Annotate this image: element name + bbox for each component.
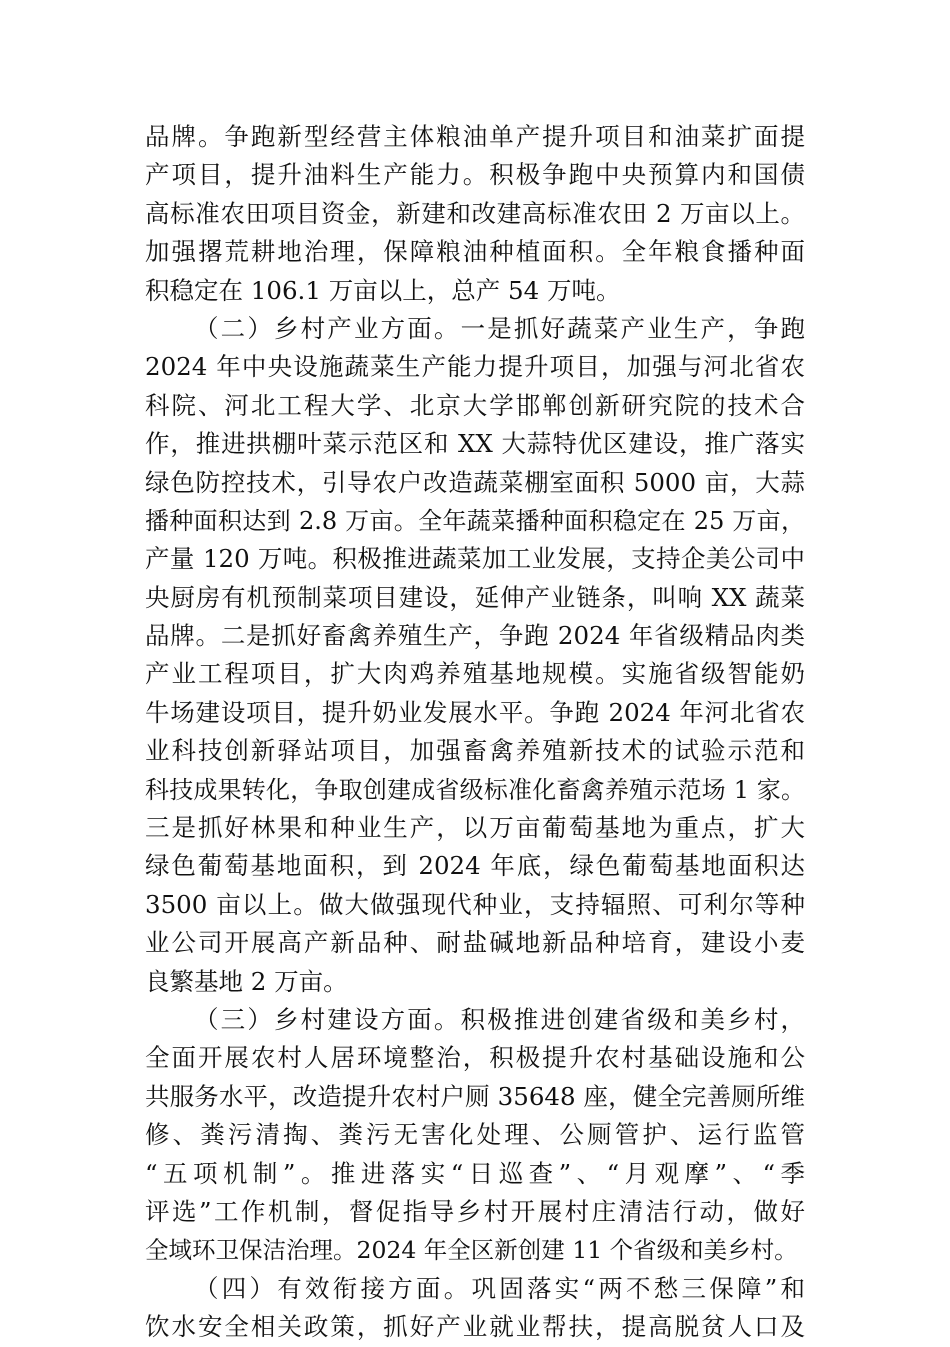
text-line: 品牌。争跑新型经营主体粮油单产提升项目和油菜扩面提 — [145, 122, 805, 151]
text-line: 修、粪污清掏、粪污无害化处理、公厕管护、运行监管 — [145, 1120, 805, 1150]
text-line: 产量 120 万吨。积极推进蔬菜加工业发展，支持企美公司中 — [145, 544, 805, 574]
text-line: 2024 年中央设施蔬菜生产能力提升项目，加强与河北省农 — [145, 352, 805, 382]
document-body — [145, 118, 805, 1347]
text-line: 绿色葡萄基地面积，到 2024 年底，绿色葡萄基地面积达 — [145, 851, 805, 881]
text-line: 科技成果转化，争取创建成省级标准化畜禽养殖示范场 1 家。 — [145, 775, 805, 804]
text-line: 业公司开展高产新品种、耐盐碱地新品种培育，建设小麦 — [145, 928, 805, 958]
text-line: 积稳定在 106.1 万亩以上，总产 54 万吨。 — [145, 275, 621, 305]
text-line: 全面开展农村人居环境整治，积极提升农村基础设施和公 — [145, 1043, 805, 1073]
text-line: 作，推进拱棚叶菜示范区和 XX 大蒜特优区建设，推广落实 — [145, 429, 805, 459]
section-heading-line: （四）有效衔接方面。巩固落实“两不愁三保障”和 — [194, 1273, 805, 1303]
section-heading-line: （三）乡村建设方面。积极推进创建省级和美乡村， — [194, 1004, 805, 1034]
text-line: 科院、河北工程大学、北京大学邯郸创新研究院的技术合 — [145, 390, 805, 420]
text-line: 业科技创新驿站项目，加强畜禽养殖新技术的试验示范和 — [145, 736, 805, 766]
text-line: 加强撂荒耕地治理，保障粮油种植面积。全年粮食播种面 — [145, 237, 805, 267]
text-line: 全域环卫保洁治理。2024 年全区新创建 11 个省级和美乡村。 — [145, 1236, 798, 1265]
section-heading-line: （二）乡村产业方面。一是抓好蔬菜产业生产，争跑 — [194, 313, 805, 343]
text-line: 绿色防控技术，引导农户改造蔬菜棚室面积 5000 亩，大蒜 — [145, 467, 805, 497]
text-line: 央厨房有机预制菜项目建设，延伸产业链条，叫响 XX 蔬菜 — [145, 582, 805, 612]
text-line: 牛场建设项目，提升奶业发展水平。争跑 2024 年河北省农 — [145, 697, 805, 727]
text-line: 产项目，提升油料生产能力。积极争跑中央预算内和国债 — [145, 160, 805, 190]
text-line: 播种面积达到 2.8 万亩。全年蔬菜播种面积稳定在 25 万亩， — [145, 506, 805, 535]
text-line: “五项机制”。推进落实“日巡查”、“月观摩”、“季 — [145, 1158, 805, 1188]
text-line: 共服务水平，改造提升农村户厕 35648 座，健全完善厕所维 — [145, 1081, 805, 1111]
text-line: 评选”工作机制，督促指导乡村开展村庄清洁行动，做好 — [145, 1196, 805, 1226]
text-line: 良繁基地 2 万亩。 — [145, 966, 348, 996]
text-line: 品牌。二是抓好畜禽养殖生产，争跑 2024 年省级精品肉类 — [145, 621, 805, 651]
text-line: 三是抓好林果和种业生产，以万亩葡萄基地为重点，扩大 — [145, 813, 805, 843]
text-line: 饮水安全相关政策，抓好产业就业帮扶，提高脱贫人口及 — [145, 1312, 805, 1342]
text-line: 3500 亩以上。做大做强现代种业，支持辐照、可利尔等种 — [145, 889, 805, 919]
text-line: 产业工程项目，扩大肉鸡养殖基地规模。实施省级智能奶 — [145, 659, 805, 689]
text-line: 高标准农田项目资金，新建和改建高标准农田 2 万亩以上。 — [145, 198, 805, 228]
